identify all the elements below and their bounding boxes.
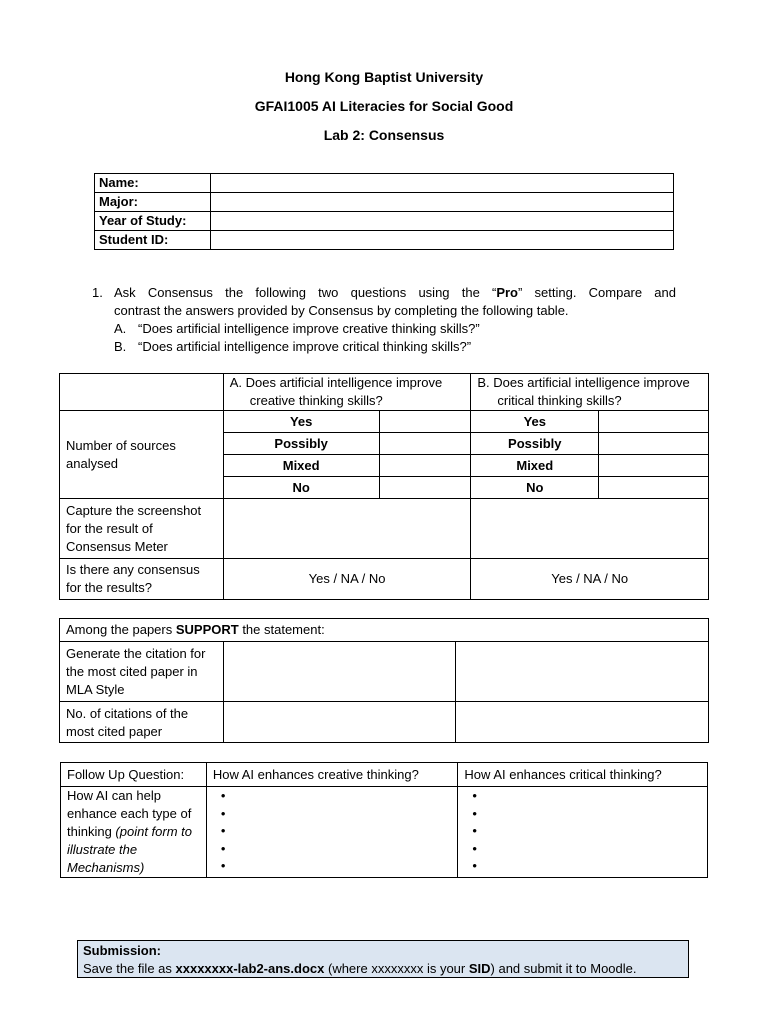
option-row-yes	[60, 411, 709, 433]
option-b-no: No	[471, 477, 599, 499]
submission-instructions	[83, 960, 683, 978]
count-a-mixed[interactable]	[379, 455, 471, 477]
count-b-mixed[interactable]	[599, 455, 709, 477]
followup-row-label	[61, 787, 207, 878]
followup-header-row	[61, 763, 708, 787]
followup-row-label-plain: How AI can help enhance each type of thinking	[67, 788, 192, 839]
citation-row	[60, 642, 709, 702]
citation-count-row	[60, 702, 709, 743]
citation-count-a-cell[interactable]	[223, 702, 456, 743]
comparison-table	[59, 373, 709, 600]
question-line-1	[114, 284, 676, 302]
citation-b-cell[interactable]	[456, 642, 709, 702]
major-field[interactable]	[211, 193, 674, 212]
option-b-possibly: Possibly	[471, 433, 599, 455]
support-header-before: Among the papers	[66, 622, 176, 637]
option-a-possibly: Possibly	[223, 433, 379, 455]
screenshot-label: Capture the screenshot for the result of Consensus Meter	[60, 499, 224, 559]
info-row-name	[95, 174, 674, 193]
count-b-no[interactable]	[599, 477, 709, 499]
student-id-field[interactable]	[211, 231, 674, 250]
bullet-a-2[interactable]: •	[220, 805, 226, 821]
sources-label: Number of sources analysed	[60, 411, 224, 499]
bullet-a-1[interactable]: •	[220, 788, 226, 803]
support-keyword: SUPPORT	[175, 622, 239, 637]
followup-row-label-italic: (point form to illustrate the Mechanisms)	[67, 824, 193, 875]
question-text-before: Ask Consensus the following two questions using the “	[114, 285, 497, 300]
consensus-b-choices[interactable]: Yes / NA / No	[471, 559, 709, 600]
info-row-year	[95, 212, 674, 231]
student-info-table	[94, 173, 674, 250]
bullet-a-4[interactable]: •	[220, 840, 226, 856]
lab-title: Lab 2: Consensus	[323, 127, 445, 143]
col-b-header: B. Does artificial intelligence improve critical thinking skills?	[471, 374, 709, 411]
submission-box	[77, 940, 689, 978]
count-b-possibly[interactable]	[599, 433, 709, 455]
submission-sid: SID	[468, 961, 491, 976]
name-label: Name:	[95, 174, 211, 193]
bullet-b-3[interactable]: •	[472, 823, 477, 838]
followup-a-cell[interactable]	[206, 787, 458, 878]
option-b-mixed: Mixed	[471, 455, 599, 477]
col-a-header: A. Does artificial intelligence improve creative thinking skills?	[223, 374, 471, 411]
info-row-student-id	[95, 231, 674, 250]
followup-table	[60, 762, 708, 878]
submission-text-after: ) and submit it to Moodle.	[490, 961, 637, 976]
course-title: GFAI1005 AI Literacies for Social Good	[254, 98, 514, 114]
submission-title: Submission:	[83, 943, 162, 958]
bullet-b-4[interactable]: •	[472, 840, 477, 856]
year-of-study-field[interactable]	[211, 212, 674, 231]
item-b-text: “Does artificial intelligence improve critical thinking skills?”	[138, 339, 472, 354]
bullet-list-b	[464, 787, 701, 875]
count-a-no[interactable]	[379, 477, 471, 499]
consensus-a-choices[interactable]: Yes / NA / No	[223, 559, 471, 600]
screenshot-row	[60, 499, 709, 559]
option-a-mixed: Mixed	[223, 455, 379, 477]
option-a-yes: Yes	[223, 411, 379, 433]
submission-filename: xxxxxxxx-lab2-ans.docx	[175, 961, 325, 976]
followup-header-label: Follow Up Question:	[61, 763, 207, 787]
item-a-text: “Does artificial intelligence improve creative thinking skills?”	[138, 321, 480, 336]
count-b-yes[interactable]	[599, 411, 709, 433]
bullet-b-2[interactable]: •	[472, 805, 477, 821]
bullet-b-1[interactable]: •	[472, 788, 477, 803]
info-row-major	[95, 193, 674, 212]
citation-count-label: No. of citations of the most cited paper	[60, 702, 224, 743]
option-b-yes: Yes	[471, 411, 599, 433]
major-label: Major:	[95, 193, 211, 212]
consensus-row	[60, 559, 709, 600]
question-number: 1.	[92, 285, 103, 300]
support-table	[59, 618, 709, 743]
followup-col-b: How AI enhances critical thinking?	[458, 763, 708, 787]
submission-text-mid: (where xxxxxxxx is your	[324, 961, 469, 976]
header-row	[60, 374, 709, 411]
support-header	[60, 619, 709, 642]
screenshot-b-cell[interactable]	[471, 499, 709, 559]
support-header-row	[60, 619, 709, 642]
year-of-study-label: Year of Study:	[95, 212, 211, 231]
count-a-yes[interactable]	[379, 411, 471, 433]
followup-b-cell[interactable]	[458, 787, 708, 878]
screenshot-a-cell[interactable]	[223, 499, 471, 559]
question-line-2: contrast the answers provided by Consensus by completing the following table.	[114, 303, 569, 318]
item-b-marker: B.	[114, 339, 127, 354]
option-a-no: No	[223, 477, 379, 499]
empty-header-cell	[60, 374, 224, 411]
question-text-after: ” setting. Compare and	[518, 285, 676, 300]
item-a-marker: A.	[114, 321, 127, 336]
submission-text-before: Save the file as	[83, 961, 176, 976]
followup-col-a: How AI enhances creative thinking?	[206, 763, 458, 787]
bullet-b-5[interactable]: •	[472, 858, 477, 873]
student-id-label: Student ID:	[95, 231, 211, 250]
university-title: Hong Kong Baptist University	[284, 69, 484, 85]
bullet-list-a	[213, 787, 452, 875]
bullet-a-3[interactable]: •	[220, 823, 226, 838]
citation-a-cell[interactable]	[223, 642, 456, 702]
name-field[interactable]	[211, 174, 674, 193]
consensus-label: Is there any consensus for the results?	[60, 559, 224, 600]
followup-body-row	[61, 787, 708, 878]
bullet-a-5[interactable]: •	[220, 858, 226, 873]
support-header-after: the statement:	[238, 622, 325, 637]
count-a-possibly[interactable]	[379, 433, 471, 455]
pro-setting: Pro	[496, 285, 518, 300]
citation-count-b-cell[interactable]	[456, 702, 709, 743]
citation-label: Generate the citation for the most cited paper in MLA Style	[60, 642, 224, 702]
